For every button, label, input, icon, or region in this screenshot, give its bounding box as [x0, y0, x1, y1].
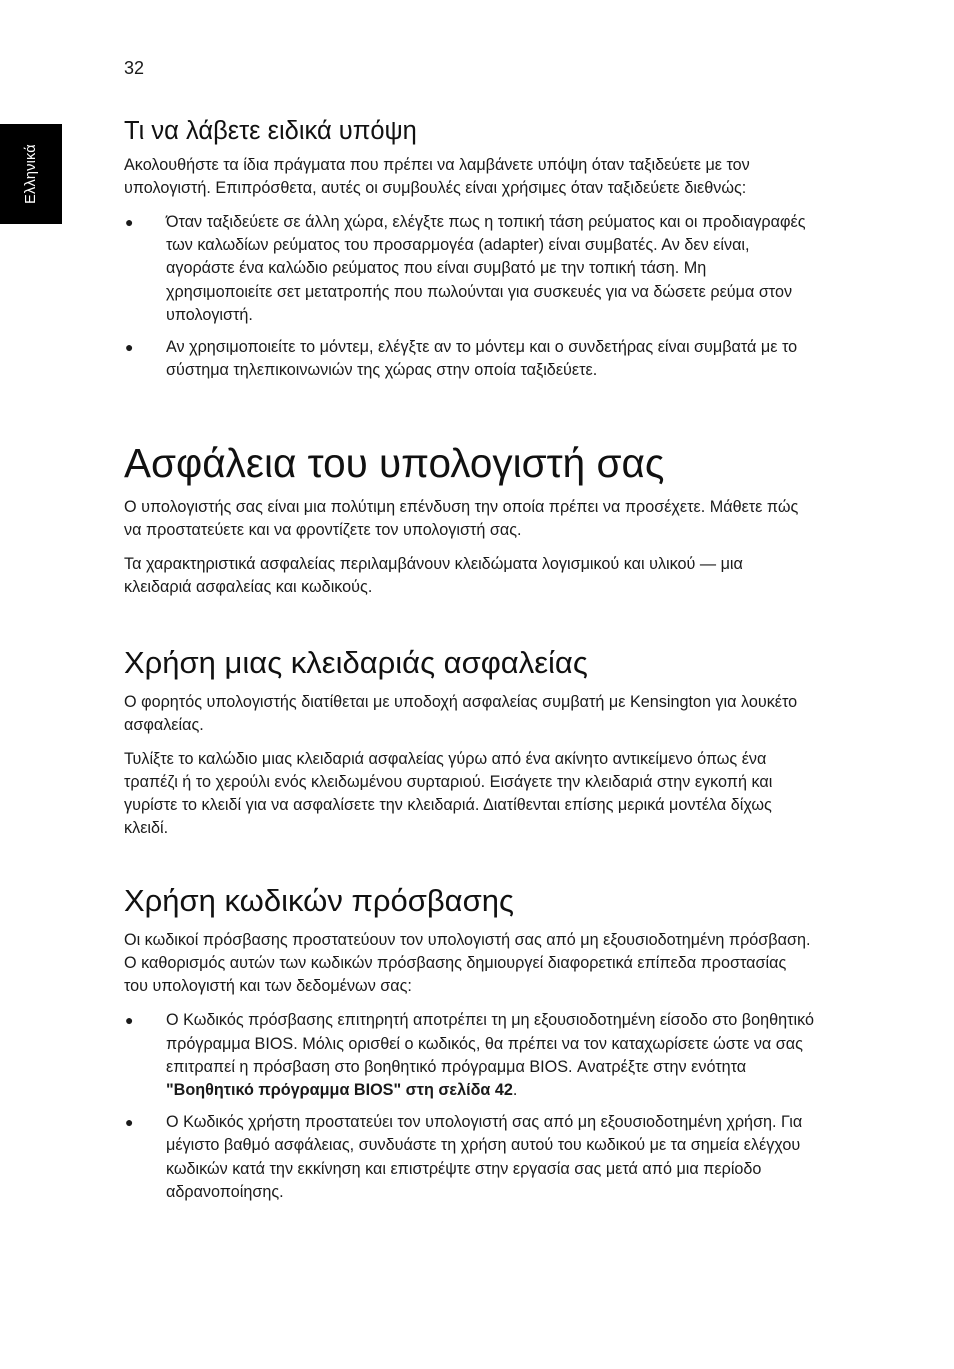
- travel-bullet-list: [124, 211, 814, 382]
- lock-paragraph-1: Ο φορητός υπολογιστής διατίθεται με υποδοχή ασφαλείας συμβατή με Kensington για λουκέτο ασφαλείας.: [124, 693, 798, 735]
- security-paragraph-2: Τα χαρακτηριστικά ασφαλείας περιλαμβάνουν κλειδώματα λογισμικού και υλικού — μια κλειδαριά ασφαλείας και κωδικούς.: [124, 555, 743, 597]
- page-content: [124, 114, 814, 1213]
- language-side-tab: [0, 124, 62, 224]
- travel-heading: Τι να λάβετε ειδικά υπόψη: [124, 117, 417, 145]
- page-number: 32: [124, 58, 145, 78]
- bios-page-reference[interactable]: "Βοηθητικό πρόγραμμα BIOS" στη σελίδα 42: [166, 1081, 513, 1100]
- list-item-text-end: .: [512, 1081, 518, 1100]
- list-item: [124, 211, 814, 327]
- list-item: [124, 1111, 814, 1204]
- list-item: [124, 336, 814, 382]
- list-item: [124, 1009, 814, 1102]
- security-paragraph-1: Ο υπολογιστής σας είναι μια πολύτιμη επένδυση την οποία πρέπει να προσέχετε. Μάθετε πώς να προστατεύετε και να φροντίζετε τον υπολογιστή σας.: [124, 498, 799, 540]
- list-item-text: Όταν ταξιδεύετε σε άλλη χώρα, ελέγξτε πως η τοπική τάση ρεύματος και οι προδιαγραφές των καλωδίων ρεύματος του προσαρμογέα (adapter) είναι συμβατές. Αν δεν είναι, αγοράστε ένα καλώδιο ρεύματος που είναι συμβατό με την τοπική τάση. Μη χρησιμοποιείτε σετ μετατροπής που πωλούνται για συσκευές για να δώσετε ρεύμα στον υπολογιστή.: [166, 213, 806, 324]
- list-item-text: Ο Κωδικός χρήστη προστατεύει τον υπολογιστή σας από μη εξουσιοδοτημένη χρήση. Για μέγιστο βαθμό ασφάλειας, συνδυάστε τη χρήση αυτού του κωδικού με τα σημεία ελέγχου κωδικών κατά την εκκίνηση και επιστρέψτε στην εργασία σας μετά από μια περίοδο αδρανοποίησης.: [166, 1113, 803, 1201]
- travel-intro: Ακολουθήστε τα ίδια πράγματα που πρέπει να λαμβάνετε υπόψη όταν ταξιδεύετε με τον υπολογιστή. Επιπρόσθετα, αυτές οι συμβουλές είναι χρήσιμες όταν ταξιδεύετε διεθνώς:: [124, 156, 750, 197]
- passwords-heading: Χρήση κωδικών πρόσβασης: [124, 883, 514, 919]
- lock-paragraph-2: Τυλίξτε το καλώδιο μιας κλειδαριά ασφαλείας γύρω από ένα ακίνητο αντικείμενο όπως ένα τραπέζι ή το χερούλι ενός κλειδωμένου συρταριού. Εισάγετε την κλειδαριά στην εγκοπή και γυρίστε το κλειδί για να ασφαλίσετε την κλειδαριά. Διατίθενται επίσης μερικά μοντέλα δίχως κλειδί.: [124, 750, 773, 838]
- passwords-bullet-list: [124, 1009, 814, 1204]
- lock-heading: Χρήση μιας κλειδαριάς ασφαλείας: [124, 645, 588, 681]
- passwords-intro: Οι κωδικοί πρόσβασης προστατεύουν τον υπολογιστή σας από μη εξουσιοδοτημένη πρόσβαση. Ο καθορισμός αυτών των κωδικών πρόσβασης δημιουργεί διαφορετικά επίπεδα προστασίας του υπολογιστή και των δεδομένων σας:: [124, 931, 811, 996]
- bullet-icon: ●: [125, 1114, 134, 1131]
- bullet-icon: ●: [125, 1012, 134, 1029]
- list-item-text: Ο Κωδικός πρόσβασης επιτηρητή αποτρέπει τη μη εξουσιοδοτημένη είσοδο στο βοηθητικό πρόγραμμα BIOS. Μόλις ορισθεί ο κωδικός, θα πρέπει να τον καταχωρίσετε ώστε να σας επιτραπεί η πρόσβαση στο βοηθητικό πρόγραμμα BIOS. Ανατρέξτε στην ενότητα: [166, 1011, 815, 1076]
- security-title: Ασφάλεια του υπολογιστή σας: [124, 440, 665, 487]
- bullet-icon: ●: [125, 214, 134, 230]
- list-item-text: Αν χρησιμοποιείτε το μόντεμ, ελέγξτε αν το μόντεμ και ο συνδετήρας είναι συμβατά με το σύστημα τηλεπικοινωνιών της χώρας στην οποία ταξιδεύετε.: [166, 338, 798, 380]
- side-tab-label: Ελληνικά: [23, 144, 39, 204]
- bullet-icon: ●: [125, 339, 134, 356]
